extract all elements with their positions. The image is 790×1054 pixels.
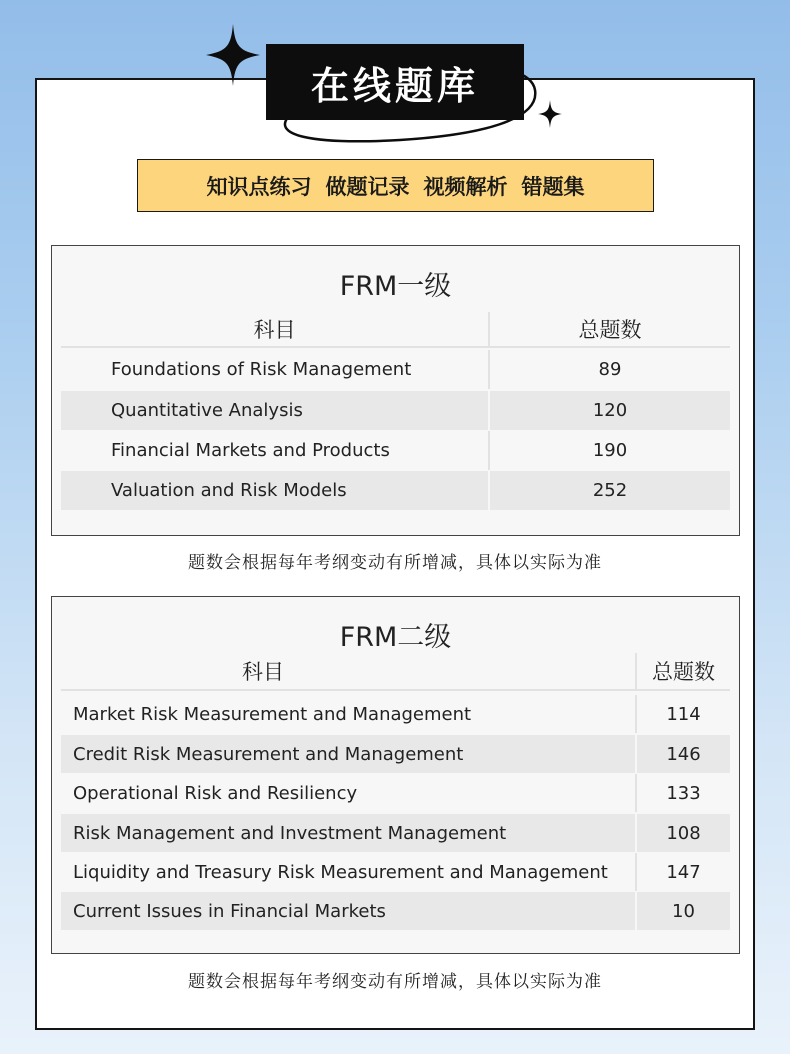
- table-header: [61, 312, 730, 348]
- question-count: 146: [635, 735, 730, 773]
- table-row: [61, 431, 730, 470]
- frm-level2-panel: [51, 596, 740, 954]
- subject-name: Market Risk Measurement and Management: [73, 703, 472, 725]
- feature-item: 做题记录: [325, 174, 410, 199]
- table-row: [61, 774, 730, 812]
- table-row: [61, 471, 730, 510]
- table-row: [61, 853, 730, 891]
- subject-name: Current Issues in Financial Markets: [73, 900, 386, 922]
- subject-name: Foundations of Risk Management: [111, 359, 412, 380]
- feature-item: 视频解析: [423, 174, 508, 199]
- subject-name: Risk Management and Investment Management: [73, 822, 507, 844]
- question-count: 10: [635, 892, 730, 930]
- table-row: [61, 892, 730, 930]
- table-header: [61, 653, 730, 691]
- panel-title: FRM一级: [339, 271, 452, 302]
- column-header-subject: 科目: [242, 660, 284, 684]
- question-count: 133: [635, 774, 730, 812]
- subject-name: Financial Markets and Products: [111, 440, 390, 461]
- question-count: 114: [635, 695, 730, 733]
- subject-name: Operational Risk and Resiliency: [73, 782, 358, 804]
- table-row: [61, 391, 730, 430]
- subject-name: Valuation and Risk Models: [111, 480, 347, 501]
- subject-name: Liquidity and Treasury Risk Measurement and Management: [73, 861, 608, 883]
- column-header-count: 总题数: [635, 653, 730, 689]
- table-row: [61, 350, 730, 389]
- question-count: 190: [488, 431, 730, 470]
- footnote: 题数会根据每年考纲变动有所增减，具体以实际为准: [188, 972, 602, 992]
- page-title: 在线题库: [266, 44, 524, 120]
- panel-title: FRM二级: [339, 622, 452, 653]
- question-count: 120: [488, 391, 730, 430]
- feature-item: 错题集: [521, 174, 585, 199]
- question-count: 252: [488, 471, 730, 510]
- subject-name: Credit Risk Measurement and Management: [73, 743, 464, 765]
- question-count: 147: [635, 853, 730, 891]
- column-header-subject: 科目: [253, 318, 296, 342]
- subject-name: Quantitative Analysis: [111, 400, 303, 421]
- table-row: [61, 695, 730, 733]
- question-count: 108: [635, 814, 730, 852]
- feature-item: 知识点练习: [206, 174, 312, 199]
- question-count: 89: [488, 350, 730, 389]
- column-header-count: 总题数: [488, 312, 730, 346]
- feature-banner: [137, 159, 654, 212]
- frm-level1-panel: [51, 245, 740, 536]
- table-row: [61, 814, 730, 852]
- table-row: [61, 735, 730, 773]
- sparkle-large-icon: [206, 24, 260, 86]
- footnote: 题数会根据每年考纲变动有所增减，具体以实际为准: [188, 553, 602, 573]
- sparkle-small-icon: [538, 100, 562, 128]
